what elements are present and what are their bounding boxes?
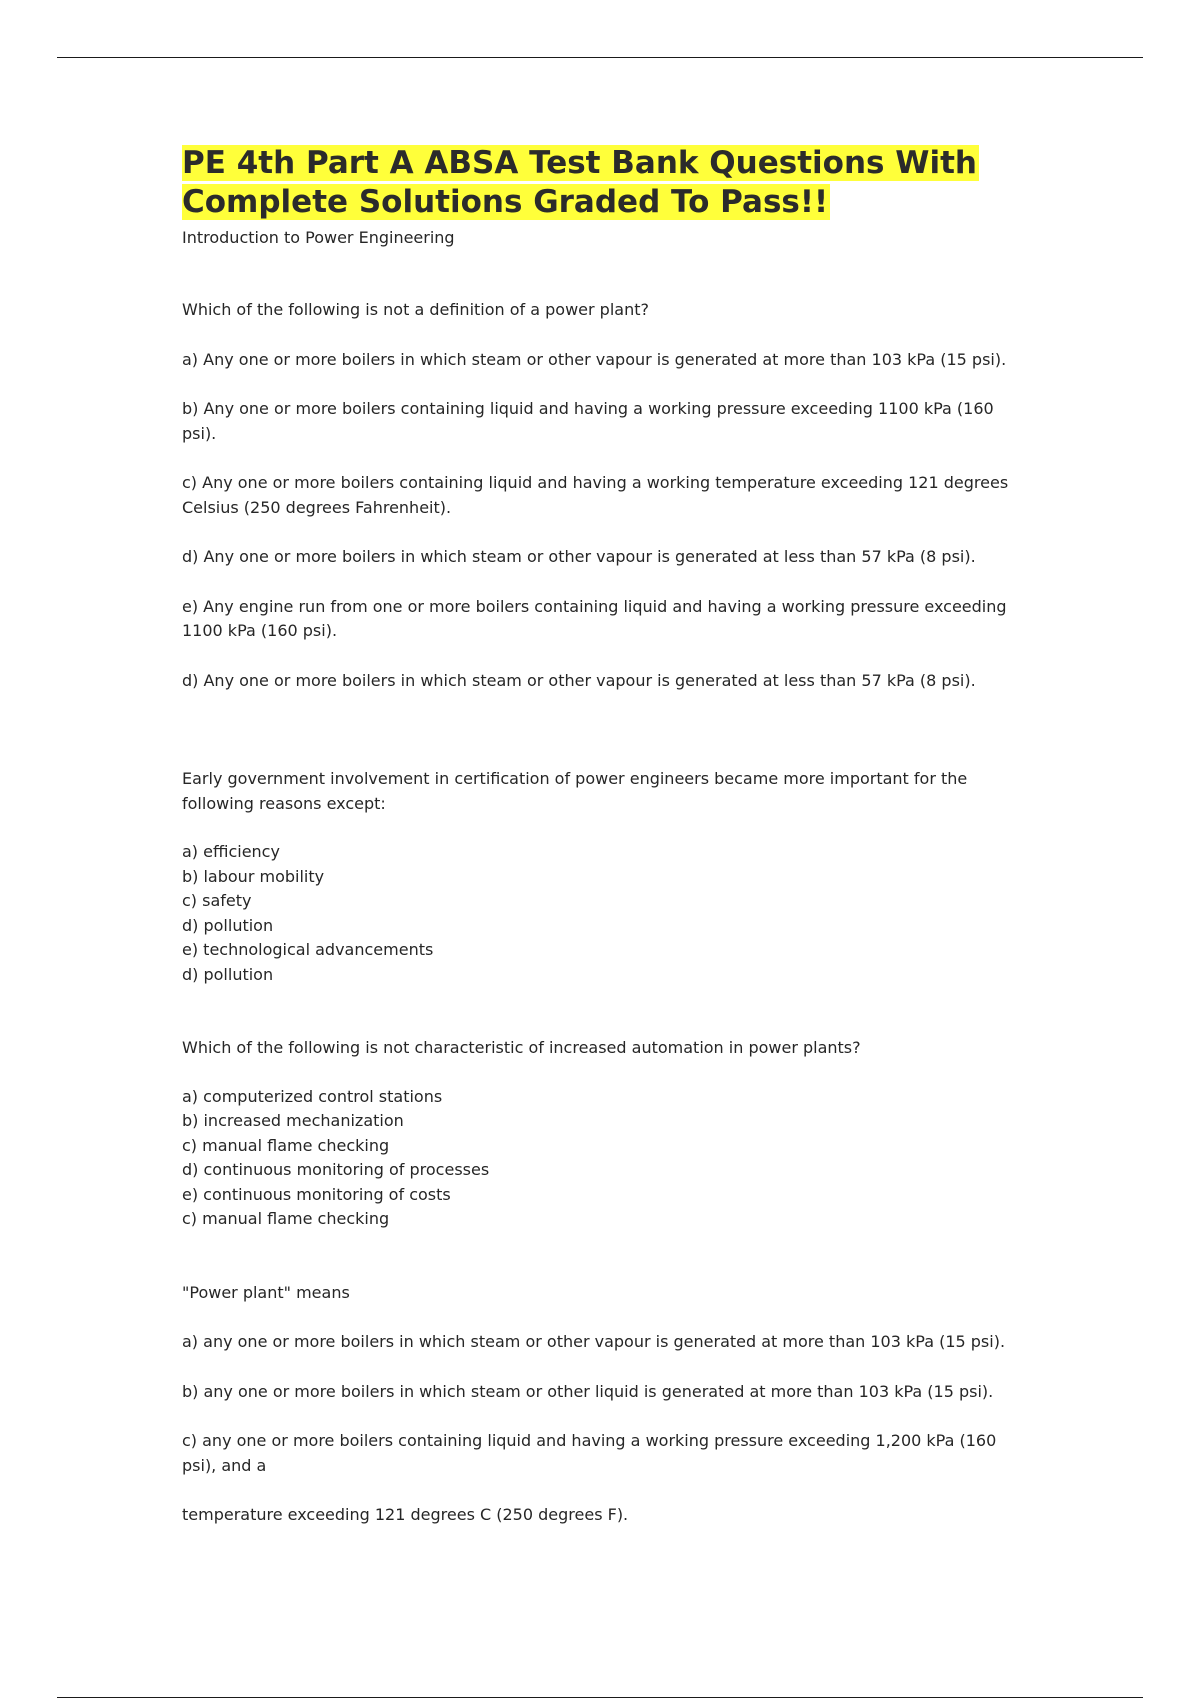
option-d: d) pollution xyxy=(182,915,274,935)
option-a: a) Any one or more boilers in which steam or other vapour is generated at more than 103 kPa (15 psi). xyxy=(182,349,1007,369)
document-title: PE 4th Part A ABSA Test Bank Questions With Complete Solutions Graded To Pass!! xyxy=(182,145,977,220)
option-c: c) safety xyxy=(182,891,252,910)
option-e: e) technological advancements xyxy=(182,940,434,959)
option-c: c) Any one or more boilers containing liquid and having a working temperature exceeding 121 degrees Celsius (250 degrees Fahrenheit). xyxy=(182,473,1009,517)
question-text: "Power plant" means xyxy=(182,1282,350,1302)
option-b: b) labour mobility xyxy=(182,866,325,886)
question-text: Which of the following is not characteristic of increased automation in power plants? xyxy=(182,1038,861,1057)
option-list xyxy=(182,840,1032,987)
question-block-3 xyxy=(182,1036,1032,1232)
option-c-continued: temperature exceeding 121 degrees C (250 degrees F). xyxy=(182,1505,629,1524)
document-body xyxy=(182,144,1032,1528)
footer-rule xyxy=(57,1697,1143,1698)
answer-text: c) manual flame checking xyxy=(182,1209,390,1228)
option-a: a) any one or more boilers in which steam or other vapour is generated at more than 103 kPa (15 psi). xyxy=(182,1332,1006,1351)
option-c: c) manual flame checking xyxy=(182,1135,390,1155)
question-block-1 xyxy=(182,298,1032,693)
answer-text: d) Any one or more boilers in which steam or other vapour is generated at less than 57 kPa (8 psi). xyxy=(182,670,976,690)
option-e: e) continuous monitoring of costs xyxy=(182,1184,451,1204)
option-d: d) continuous monitoring of processes xyxy=(182,1160,490,1179)
question-block-4 xyxy=(182,1281,1032,1528)
option-a: a) computerized control stations xyxy=(182,1086,443,1106)
question-text: Early government involvement in certification of power engineers became more important for the following reasons except: xyxy=(182,769,968,813)
document-subtitle: Introduction to Power Engineering xyxy=(182,228,455,247)
option-b: b) Any one or more boilers containing liquid and having a working pressure exceeding 1100 kPa (160 psi). xyxy=(182,399,994,443)
question-text: Which of the following is not a definition of a power plant? xyxy=(182,300,649,319)
option-list xyxy=(182,1085,1032,1232)
option-e: e) Any engine run from one or more boilers containing liquid and having a working pressure exceeding 1100 kPa (160 psi). xyxy=(182,596,1007,640)
header-rule xyxy=(57,57,1143,58)
option-b: b) increased mechanization xyxy=(182,1111,404,1130)
option-c: c) any one or more boilers containing liquid and having a working pressure exceeding 1,200 kPa (160 psi), and a xyxy=(182,1431,997,1475)
question-block-2 xyxy=(182,767,1032,987)
answer-text: d) pollution xyxy=(182,964,274,984)
option-a: a) efficiency xyxy=(182,842,280,861)
option-d: d) Any one or more boilers in which steam or other vapour is generated at less than 57 kPa (8 psi). xyxy=(182,547,976,566)
option-b: b) any one or more boilers in which steam or other liquid is generated at more than 103 kPa (15 psi). xyxy=(182,1381,994,1401)
